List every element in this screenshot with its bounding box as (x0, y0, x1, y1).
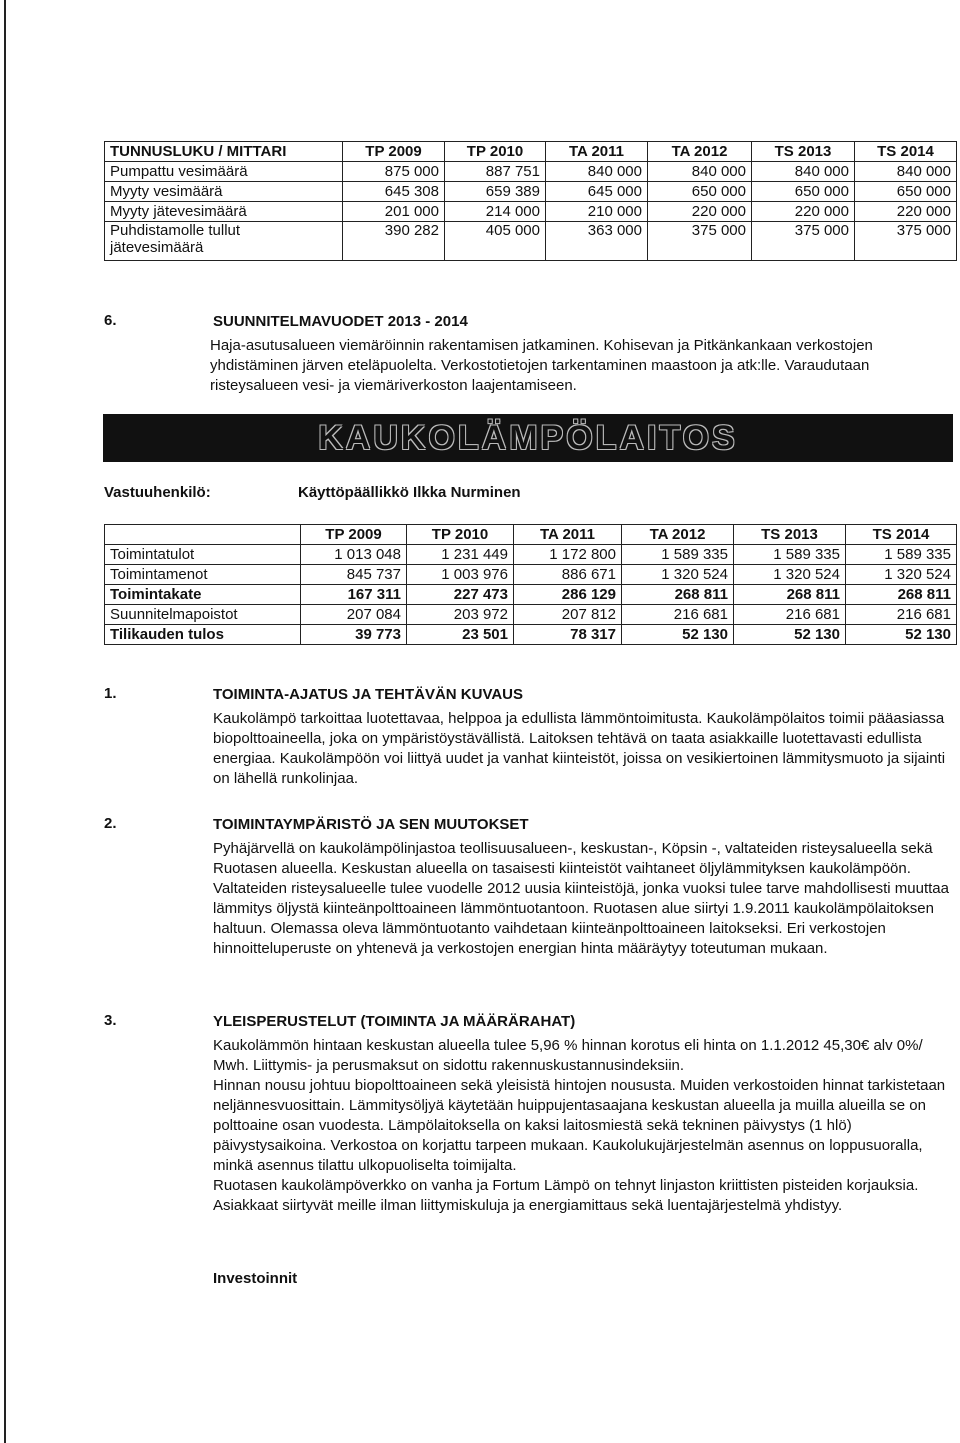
section-1-text: Kaukolämpö tarkoittaa luotettavaa, helppoa ja edullista lämmöntoimitusta. Kaukolämpölaitos toimii pääasiassa biopolttoaineella, joka on ympäristöystävällistä. Laitoksen tehtävä on taata asiakkaille luotettavasti edullista energiaa. Kaukolämpöön voi liittyä uudet ja vanhat kiinteistöt, joissa on vesikiertoinen lämmitysmuoto ja sijainti on lähellä runkolinjaa. (213, 710, 946, 787)
table-cell: 1 320 524 (734, 565, 846, 585)
table-cell: 167 311 (301, 585, 407, 605)
metrics-header-cell: TA 2012 (648, 142, 752, 162)
table-cell: 840 000 (546, 162, 648, 182)
row-label: Myyty jätevesimäärä (105, 202, 343, 222)
finance-header-cell (105, 525, 301, 545)
section-3 (213, 1012, 953, 1216)
table-cell: 1 589 335 (846, 545, 957, 565)
table-cell: 390 282 (343, 222, 445, 261)
row-label: Tilikauden tulos (105, 625, 301, 645)
banner-title: KAUKOLÄMPÖLAITOS (318, 418, 738, 457)
table-cell: 363 000 (546, 222, 648, 261)
table-cell: 1 013 048 (301, 545, 407, 565)
table-cell: 286 129 (514, 585, 622, 605)
table-cell: 207 084 (301, 605, 407, 625)
row-label: Puhdistamolle tullut jätevesimäärä (105, 222, 343, 261)
finance-table (104, 524, 957, 645)
table-cell: 645 000 (546, 182, 648, 202)
plan-section (210, 312, 953, 396)
table-cell: 52 130 (846, 625, 957, 645)
table-cell: 650 000 (752, 182, 855, 202)
section-3-paragraph: Ruotasen kaukolämpöverkko on vanha ja Fortum Lämpö on tehnyt linjaston kriittisten pisteiden korjauksia. Asiakkaat siirtyvät meille ilman liittymiskuluja ja energiamittaus sekä luentajärjestelmä yhdistyy. (213, 1177, 919, 1214)
table-row (105, 222, 957, 261)
table-cell: 23 501 (407, 625, 514, 645)
section-3-paragraph: Kaukolämmön hintaan keskustan alueella tulee 5,96 % hinnan korotus eli hinta on 1.1.2012 45,30€ alv 0%/ Mwh. Liittymis- ja perusmaksut on sidottu rakennuskustannusindeksiin. (213, 1037, 923, 1074)
metrics-header-cell: TP 2010 (445, 142, 546, 162)
table-row (105, 565, 957, 585)
table-cell: 840 000 (752, 162, 855, 182)
plan-section-title: SUUNNITELMAVUODET 2013 - 2014 (213, 313, 468, 330)
table-cell: 220 000 (648, 202, 752, 222)
metrics-header-cell: TA 2011 (546, 142, 648, 162)
row-label: Toimintatulot (105, 545, 301, 565)
table-cell: 405 000 (445, 222, 546, 261)
finance-header-row (105, 525, 957, 545)
table-cell: 214 000 (445, 202, 546, 222)
finance-header-cell: TP 2010 (407, 525, 514, 545)
table-row (105, 605, 957, 625)
table-cell: 220 000 (752, 202, 855, 222)
section-2 (213, 815, 953, 959)
table-cell: 207 812 (514, 605, 622, 625)
row-label: Toimintakate (105, 585, 301, 605)
finance-header-cell: TS 2013 (734, 525, 846, 545)
finance-header-cell: TP 2009 (301, 525, 407, 545)
plan-section-number: 6. (104, 312, 117, 329)
table-cell: 650 000 (648, 182, 752, 202)
table-cell: 845 737 (301, 565, 407, 585)
metrics-header-cell: TS 2014 (855, 142, 957, 162)
row-label: Toimintamenot (105, 565, 301, 585)
metrics-table (104, 141, 957, 261)
table-row (105, 162, 957, 182)
table-cell: 1 589 335 (734, 545, 846, 565)
table-cell: 650 000 (855, 182, 957, 202)
row-label: Suunnitelmapoistot (105, 605, 301, 625)
table-cell: 216 681 (846, 605, 957, 625)
section-3-number: 3. (104, 1012, 117, 1029)
section-1-title: TOIMINTA-AJATUS JA TEHTÄVÄN KUVAUS (213, 686, 524, 703)
metrics-header-cell: TS 2013 (752, 142, 855, 162)
table-cell: 375 000 (648, 222, 752, 261)
table-cell: 1 231 449 (407, 545, 514, 565)
table-cell: 268 811 (846, 585, 957, 605)
table-cell: 1 320 524 (846, 565, 957, 585)
table-cell: 216 681 (622, 605, 734, 625)
finance-header-cell: TS 2014 (846, 525, 957, 545)
table-cell: 887 751 (445, 162, 546, 182)
section-3-title: YLEISPERUSTELUT (TOIMINTA JA MÄÄRÄRAHAT) (213, 1013, 576, 1030)
table-cell: 220 000 (855, 202, 957, 222)
metrics-header-cell: TUNNUSLUKU / MITTARI (105, 142, 343, 162)
table-row (105, 202, 957, 222)
metrics-header-cell: TP 2009 (343, 142, 445, 162)
finance-header-cell: TA 2011 (514, 525, 622, 545)
page-left-rule (4, 0, 6, 1443)
table-cell: 645 308 (343, 182, 445, 202)
table-cell: 375 000 (752, 222, 855, 261)
table-cell: 886 671 (514, 565, 622, 585)
finance-header-cell: TA 2012 (622, 525, 734, 545)
table-row (105, 625, 957, 645)
table-cell: 268 811 (734, 585, 846, 605)
responsible-label: Vastuuhenkilö: (104, 484, 211, 501)
table-cell: 840 000 (648, 162, 752, 182)
table-row (105, 545, 957, 565)
table-cell: 52 130 (622, 625, 734, 645)
metrics-header-row (105, 142, 957, 162)
section-2-title: TOIMINTAYMPÄRISTÖ JA SEN MUUTOKSET (213, 816, 529, 833)
table-cell: 875 000 (343, 162, 445, 182)
table-cell: 203 972 (407, 605, 514, 625)
table-cell: 1 172 800 (514, 545, 622, 565)
section-1 (213, 685, 953, 789)
responsible-value: Käyttöpäällikkö Ilkka Nurminen (298, 484, 521, 501)
table-cell: 375 000 (855, 222, 957, 261)
table-cell: 840 000 (855, 162, 957, 182)
table-row (105, 585, 957, 605)
table-cell: 39 773 (301, 625, 407, 645)
row-label: Myyty vesimäärä (105, 182, 343, 202)
row-label: Pumpattu vesimäärä (105, 162, 343, 182)
department-banner (103, 414, 953, 462)
table-cell: 268 811 (622, 585, 734, 605)
table-cell: 1 320 524 (622, 565, 734, 585)
section-3-paragraph: Hinnan nousu johtuu biopolttoaineen sekä yleisistä hintojen noususta. Muiden verkostoiden hinnat tarkistetaan neljännesvuosittain. Lämmitysöljyä käytetään huippujentasaajana keskustan alueella ja muilla alueilla se on polttoaine osan vuodesta. Lämpölaitoksella on kaksi laitosmiestä sekä tekninen päivystys (1 hlö) päivystysaikoina. Verkostoa on korjattu tarpeen mukaan. Kaukolukujärjestelmän asennus on loppusuoralla, minkä asennus tilattu ulkopuoliselta toimijalta. (213, 1077, 946, 1174)
table-cell: 1 003 976 (407, 565, 514, 585)
table-cell: 52 130 (734, 625, 846, 645)
table-cell: 227 473 (407, 585, 514, 605)
table-cell: 659 389 (445, 182, 546, 202)
table-cell: 210 000 (546, 202, 648, 222)
section-2-number: 2. (104, 815, 117, 832)
table-cell: 1 589 335 (622, 545, 734, 565)
table-cell: 201 000 (343, 202, 445, 222)
section-1-number: 1. (104, 685, 117, 702)
table-row (105, 182, 957, 202)
table-cell: 216 681 (734, 605, 846, 625)
section-2-text: Pyhäjärvellä on kaukolämpölinjastoa teollisuusalueen-, keskustan-, Köpsin -, valtateiden risteysalueella sekä Ruotasen alueella. Keskustan alueella on tasaisesti kiinteistöt vaihtaneet öljylämmityksen kaukolämpöön. Valtateiden risteysalueelle tulee vuodelle 2012 uusia kiinteistöjä, jonka vuoksi tulee tarve mahdollisesti muuttaa lämmitys öljystä kiinteänpolttoaineen lämmöntuotantoon. Ruotasen alue siirtyi 1.9.2011 kaukolämpölaitoksen haltuun. Olemassa oleva lämmöntuotanto vaihdetaan kiinteänpolttoaineen laitokseksi. Eri verkostojen hinnoitteluperuste on yhtenevä ja verkostojen energian hinta määräytyy toteutuman mukaan. (213, 840, 949, 957)
table-cell: 78 317 (514, 625, 622, 645)
plan-section-text: Haja-asutusalueen viemäröinnin rakentamisen jatkaminen. Kohisevan ja Pitkänkankaan verkostojen yhdistäminen järven eteläpuolelta. Verkostotietojen tarkentaminen maastoon ja atk:lle. Varaudutaan risteysalueen vesi- ja viemäriverkoston laajentamiseen. (210, 337, 873, 394)
investments-heading: Investoinnit (213, 1270, 298, 1287)
